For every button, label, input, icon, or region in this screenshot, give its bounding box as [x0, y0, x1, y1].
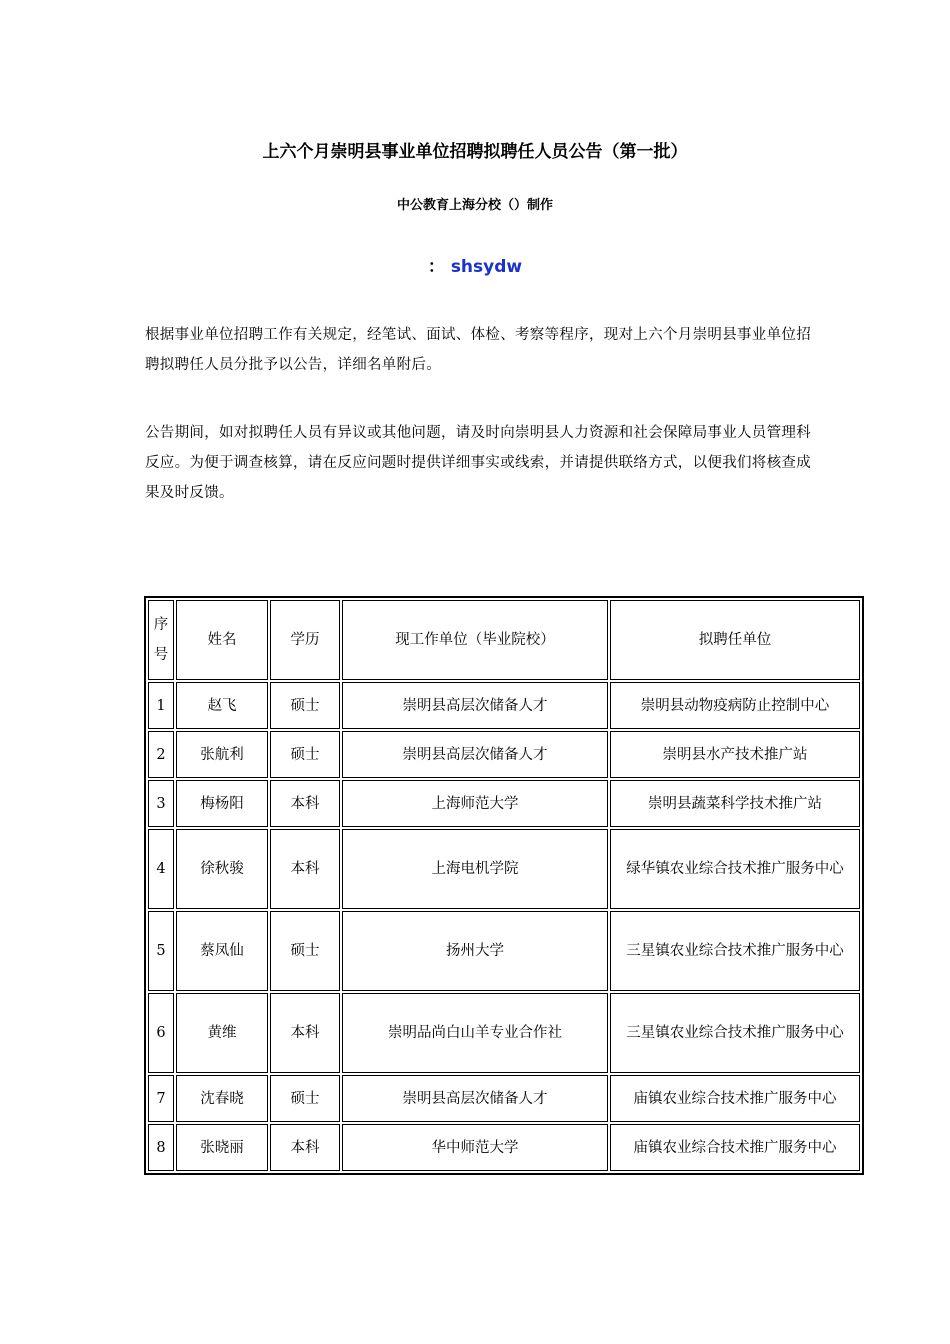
- cell-hire-unit: 崇明县蔬菜科学技术推广站: [610, 780, 860, 827]
- cell-work-unit: 崇明品尚白山羊专业合作社: [342, 993, 608, 1073]
- cell-work-unit: 扬州大学: [342, 911, 608, 991]
- table-row: [148, 731, 860, 778]
- cell-name: 梅杨阳: [176, 780, 268, 827]
- table-row: [148, 780, 860, 827]
- cell-no: 6: [148, 993, 174, 1073]
- table-row: [148, 1075, 860, 1122]
- candidate-table: [144, 596, 864, 1175]
- cell-education: 本科: [270, 993, 340, 1073]
- cell-work-unit: 上海师范大学: [342, 780, 608, 827]
- cell-name: 张航利: [176, 731, 268, 778]
- cell-hire-unit: 崇明县水产技术推广站: [610, 731, 860, 778]
- cell-hire-unit: 崇明县动物疫病防止控制中心: [610, 682, 860, 729]
- cell-no: 5: [148, 911, 174, 991]
- wechat-id: shsydw: [450, 257, 523, 277]
- cell-hire-unit: 三星镇农业综合技术推广服务中心: [610, 993, 860, 1073]
- cell-name: 张晓丽: [176, 1124, 268, 1171]
- cell-no: 4: [148, 829, 174, 909]
- table-row: [148, 829, 860, 909]
- wechat-prefix: ：: [427, 257, 445, 277]
- cell-work-unit: 崇明县高层次储备人才: [342, 731, 608, 778]
- wechat-line: [0, 255, 950, 279]
- cell-name: 赵飞: [176, 682, 268, 729]
- header-education: 学历: [270, 600, 340, 680]
- cell-work-unit: 华中师范大学: [342, 1124, 608, 1171]
- page-subtitle: 中公教育上海分校（）制作: [396, 198, 553, 213]
- cell-hire-unit: 庙镇农业综合技术推广服务中心: [610, 1124, 860, 1171]
- cell-work-unit: 上海电机学院: [342, 829, 608, 909]
- cell-education: 本科: [270, 780, 340, 827]
- table-row: [148, 682, 860, 729]
- cell-no: 3: [148, 780, 174, 827]
- header-no: 序号: [148, 600, 174, 680]
- header-name: 姓名: [176, 600, 268, 680]
- cell-education: 本科: [270, 829, 340, 909]
- cell-name: 蔡凤仙: [176, 911, 268, 991]
- cell-no: 8: [148, 1124, 174, 1171]
- cell-name: 徐秋骏: [176, 829, 268, 909]
- cell-no: 7: [148, 1075, 174, 1122]
- cell-no: 2: [148, 731, 174, 778]
- cell-education: 硕士: [270, 911, 340, 991]
- table-row: [148, 911, 860, 991]
- table-header-row: [148, 600, 860, 680]
- page-title: 上六个月崇明县事业单位招聘拟聘任人员公告（第一批）: [262, 142, 688, 162]
- paragraph-intro: 根据事业单位招聘工作有关规定，经笔试、面试、体检、考察等程序，现对上六个月崇明县事业单位招聘拟聘任人员分批予以公告，详细名单附后。: [145, 327, 811, 373]
- table-row: [148, 1124, 860, 1171]
- cell-education: 硕士: [270, 731, 340, 778]
- cell-name: 沈春晓: [176, 1075, 268, 1122]
- cell-name: 黄维: [176, 993, 268, 1073]
- header-work-unit: 现工作单位（毕业院校）: [342, 600, 608, 680]
- cell-hire-unit: 庙镇农业综合技术推广服务中心: [610, 1075, 860, 1122]
- cell-education: 硕士: [270, 1075, 340, 1122]
- cell-hire-unit: 三星镇农业综合技术推广服务中心: [610, 911, 860, 991]
- cell-work-unit: 崇明县高层次储备人才: [342, 682, 608, 729]
- cell-no: 1: [148, 682, 174, 729]
- paragraph-notice: 公告期间，如对拟聘任人员有异议或其他问题，请及时向崇明县人力资源和社会保障局事业人员管理科反应。为便于调查核算，请在反应问题时提供详细事实或线索，并请提供联络方式，以便我们将核查成果及时反馈。: [145, 425, 811, 501]
- cell-education: 本科: [270, 1124, 340, 1171]
- header-hire-unit: 拟聘任单位: [610, 600, 860, 680]
- cell-education: 硕士: [270, 682, 340, 729]
- table-row: [148, 993, 860, 1073]
- cell-work-unit: 崇明县高层次储备人才: [342, 1075, 608, 1122]
- cell-hire-unit: 绿华镇农业综合技术推广服务中心: [610, 829, 860, 909]
